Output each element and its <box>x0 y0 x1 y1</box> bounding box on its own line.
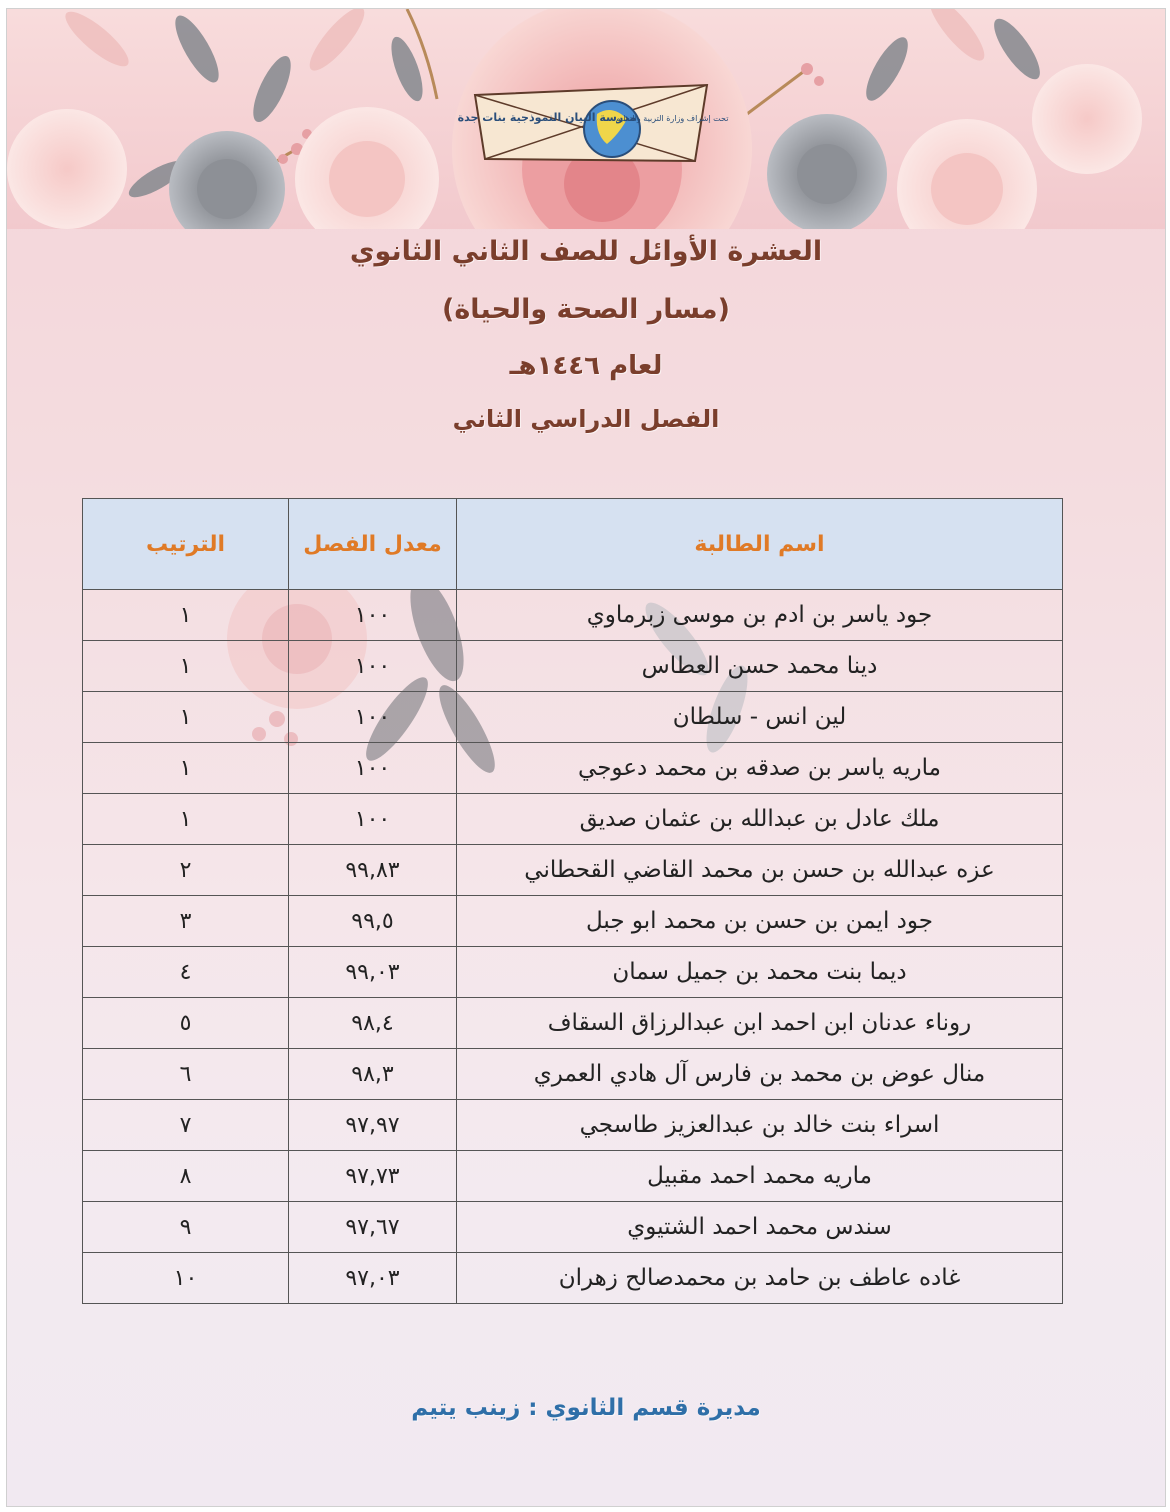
student-rank: ١ <box>83 794 289 845</box>
student-rank: ٤ <box>83 947 289 998</box>
table-row <box>83 641 1063 692</box>
logo-text: مدرسة البيان النموذجية بنات جدة <box>457 111 637 124</box>
student-rank: ١ <box>83 641 289 692</box>
table-row <box>83 998 1063 1049</box>
floral-banner-art <box>7 9 1165 229</box>
floral-banner <box>7 9 1165 229</box>
student-rank: ٣ <box>83 896 289 947</box>
student-rank: ١٠ <box>83 1253 289 1304</box>
student-average: ٩٨,٣ <box>289 1049 457 1100</box>
student-rank: ٨ <box>83 1151 289 1202</box>
student-average: ٩٨,٤ <box>289 998 457 1049</box>
student-average: ٩٩,٠٣ <box>289 947 457 998</box>
student-name: لين انس - سلطان <box>457 692 1063 743</box>
student-rank: ٧ <box>83 1100 289 1151</box>
student-rank: ٩ <box>83 1202 289 1253</box>
student-name: ماريه ياسر بن صدقه بن محمد دعوجي <box>457 743 1063 794</box>
student-average: ١٠٠ <box>289 692 457 743</box>
title-semester: الفصل الدراسي الثاني <box>452 405 720 433</box>
student-average: ١٠٠ <box>289 590 457 641</box>
student-rank: ١ <box>83 743 289 794</box>
table-row <box>83 896 1063 947</box>
student-rank: ٢ <box>83 845 289 896</box>
student-average: ١٠٠ <box>289 743 457 794</box>
student-rank: ٦ <box>83 1049 289 1100</box>
student-rank: ١ <box>83 590 289 641</box>
header-rank: الترتيب <box>83 499 289 590</box>
school-logo <box>458 85 729 161</box>
student-name: جود ياسر بن ادم بن موسى زبرماوي <box>457 590 1063 641</box>
table-row <box>83 590 1063 641</box>
principal-signature: مديرة قسم الثانوي : زينب يتيم <box>411 1395 761 1421</box>
table-row <box>83 1151 1063 1202</box>
student-name: روناء عدنان ابن احمد ابن عبدالرزاق السقاف <box>457 998 1063 1049</box>
student-average: ١٠٠ <box>289 641 457 692</box>
header-student-name: اسم الطالبة <box>457 499 1063 590</box>
student-rank: ١ <box>83 692 289 743</box>
table-row <box>83 794 1063 845</box>
student-average: ١٠٠ <box>289 794 457 845</box>
table-row <box>83 1049 1063 1100</box>
student-name: ملك عادل بن عبدالله بن عثمان صديق <box>457 794 1063 845</box>
table-row <box>83 743 1063 794</box>
student-average: ٩٩,٥ <box>289 896 457 947</box>
student-name: سندس محمد احمد الشتيوي <box>457 1202 1063 1253</box>
table-header-row <box>83 499 1063 590</box>
student-average: ٩٧,٩٧ <box>289 1100 457 1151</box>
table-row <box>83 1253 1063 1304</box>
ranking-table <box>82 498 1063 1304</box>
title-top-ten: العشرة الأوائل للصف الثاني الثانوي <box>349 236 823 267</box>
student-average: ٩٧,٧٣ <box>289 1151 457 1202</box>
student-name: عزه عبدالله بن حسن بن محمد القاضي القحطاني <box>457 845 1063 896</box>
title-year: لعام ١٤٤٦هـ <box>509 351 663 381</box>
student-name: منال عوض بن محمد بن فارس آل هادي العمري <box>457 1049 1063 1100</box>
student-average: ٩٧,٦٧ <box>289 1202 457 1253</box>
student-name: غاده عاطف بن حامد بن محمدصالح زهران <box>457 1253 1063 1304</box>
student-name: اسراء بنت خالد بن عبدالعزيز طاسجي <box>457 1100 1063 1151</box>
student-name: ماريه محمد احمد مقبيل <box>457 1151 1063 1202</box>
table-row <box>83 947 1063 998</box>
student-name: ديما بنت محمد بن جميل سمان <box>457 947 1063 998</box>
logo-side-text: تحت إشراف وزارة التربية والتعليم <box>615 114 729 123</box>
student-rank: ٥ <box>83 998 289 1049</box>
table-row <box>83 1202 1063 1253</box>
header-average: معدل الفصل <box>289 499 457 590</box>
student-name: جود ايمن بن حسن بن محمد ابو جبل <box>457 896 1063 947</box>
table-row <box>83 845 1063 896</box>
table-row <box>83 1100 1063 1151</box>
student-average: ٩٧,٠٣ <box>289 1253 457 1304</box>
certificate-page <box>6 8 1166 1507</box>
title-track: (مسار الصحة والحياة) <box>442 294 730 325</box>
student-name: دينا محمد حسن العطاس <box>457 641 1063 692</box>
student-average: ٩٩,٨٣ <box>289 845 457 896</box>
table-row <box>83 692 1063 743</box>
